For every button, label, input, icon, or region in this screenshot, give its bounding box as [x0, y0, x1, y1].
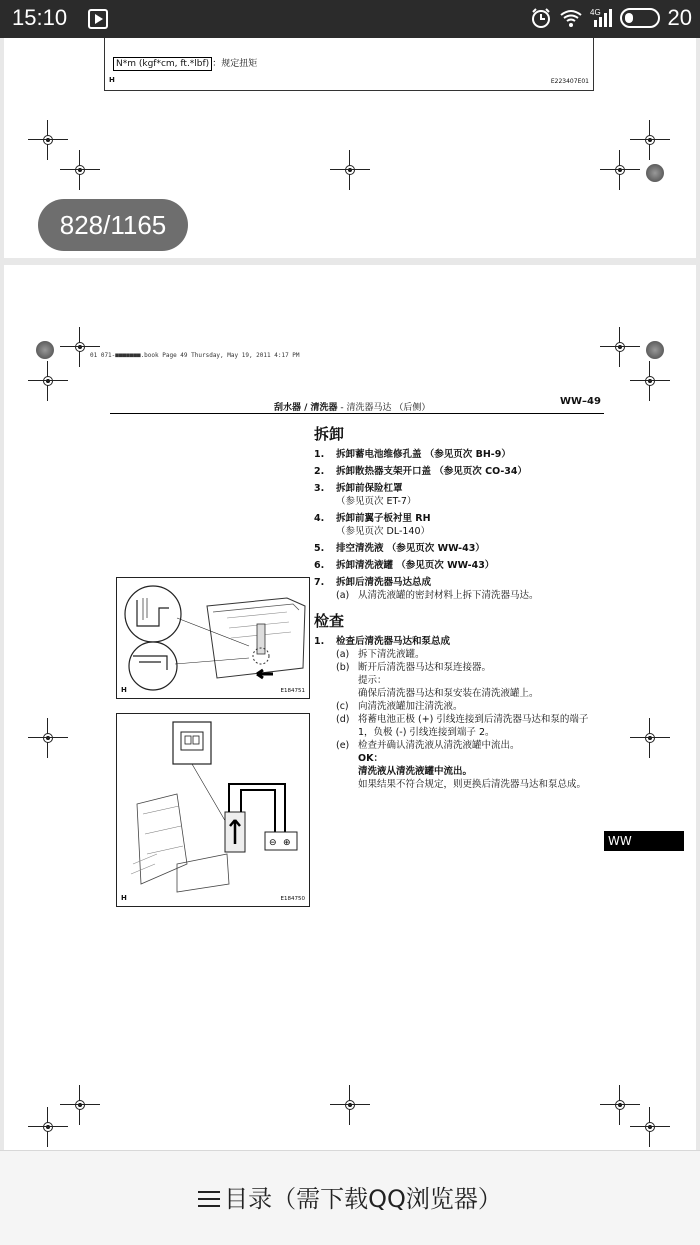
list-item: 2. 拆卸散热器支架开口盖 （参见页次 CO-34）	[314, 466, 528, 477]
header-rule	[110, 413, 604, 414]
registration-crosshair	[28, 718, 68, 758]
header-bold: 刮水器 / 清洗器	[274, 403, 338, 413]
hint-text: 确保后清洗器马达和泵安装在清洗液罐上。	[358, 688, 539, 699]
motor-removal-drawing	[117, 578, 309, 698]
figure-letter: H	[121, 686, 127, 694]
play-icon	[88, 9, 108, 29]
svg-text:⊖: ⊖	[269, 838, 277, 848]
list-item: 1. 拆卸蓄电池维修孔盖 （参见页次 BH-9）	[314, 449, 511, 460]
registration-crosshair	[630, 361, 670, 401]
motor-test-drawing	[117, 714, 309, 906]
list-item: 5. 排空清洗液 （参见页次 WW-43）	[314, 543, 485, 554]
list-item: 6. 拆卸清洗液罐 （参见页次 WW-43）	[314, 560, 495, 571]
ok-text: 清洗液从清洗液罐中流出。	[358, 766, 473, 777]
fail-text: 如果结果不符合规定，则更换后清洗器马达和泵总成。	[358, 779, 587, 790]
color-registration-mark	[36, 341, 54, 359]
torque-text	[113, 56, 257, 69]
header-rest: - 清洗器马达 （后侧）	[337, 403, 431, 413]
figure-code: E184751	[280, 688, 305, 694]
status-bar	[0, 0, 700, 38]
document-page-previous[interactable]	[4, 38, 696, 258]
registration-crosshair	[600, 150, 640, 190]
page-header-code: WW–49	[560, 396, 601, 407]
registration-crosshair	[630, 1107, 670, 1147]
registration-crosshair	[28, 361, 68, 401]
bottom-bar	[0, 1150, 700, 1245]
sub-step: (a) 拆下清洗液罐。	[336, 649, 425, 660]
sub-step: (c) 向清洗液罐加注清洗液。	[336, 701, 463, 712]
status-time: 15:10	[12, 5, 68, 30]
illustration-motor-test	[116, 713, 310, 907]
list-item: 3. 拆卸前保险杠罩	[314, 483, 403, 494]
figure-code: E184750	[280, 896, 305, 902]
figure-letter: H	[109, 76, 115, 84]
sub-step: (b) 断开后清洗器马达和泵连接器。	[336, 662, 492, 673]
torque-unit: N*m (kgf*cm, ft.*lbf)	[113, 57, 212, 71]
battery-level: 20	[667, 5, 692, 30]
section-side-tab: WW	[604, 831, 684, 851]
registration-crosshair	[630, 718, 670, 758]
registration-crosshair	[330, 1085, 370, 1125]
toc-button[interactable]	[0, 1179, 700, 1214]
figure-letter: H	[121, 894, 127, 902]
network-label: 4G	[589, 8, 601, 17]
torque-desc: ：规定扭矩	[212, 59, 258, 69]
sub-step: (d) 将蓄电池正极 (+) 引线连接到后清洗器马达和泵的端子 1，负极 (-) 引线连接到端子 2。	[336, 714, 589, 738]
list-item: 4. 拆卸前翼子板衬里 RH	[314, 513, 431, 524]
registration-crosshair	[60, 150, 100, 190]
registration-crosshair	[330, 150, 370, 190]
torque-legend	[104, 38, 594, 91]
list-item: 1. 检查后清洗器马达和泵总成	[314, 636, 451, 647]
ok-label: OK：	[358, 753, 383, 764]
list-item: 7. 拆卸后清洗器马达总成	[314, 577, 432, 588]
signal-icon	[590, 7, 612, 29]
section-title-inspect: 检查	[314, 612, 345, 630]
sub-step: (a) 从清洗液罐的密封材料上拆下清洗器马达。	[336, 590, 539, 601]
sub-step: (e) 检查并确认清洗液从清洗液罐中流出。	[336, 740, 520, 751]
status-icons	[530, 5, 692, 31]
print-file-line: 01 071-■■■■■■■.book Page 49 Thursday, May 19, 2011 4:17 PM	[90, 352, 300, 359]
page-counter: 828/1165	[38, 199, 188, 251]
alarm-icon	[530, 7, 552, 29]
svg-text:⊕: ⊕	[283, 838, 291, 848]
hint-label: 提示：	[358, 675, 387, 686]
page-header-title	[274, 400, 430, 413]
procedure-content	[314, 425, 604, 791]
figure-code: E223407E01	[550, 78, 589, 85]
toc-label: 目录（需下载QQ浏览器）	[224, 1185, 502, 1213]
list-item-reference: （参见页次 DL-140）	[336, 526, 431, 537]
list-item-reference: （参见页次 ET-7）	[336, 496, 417, 507]
color-registration-mark	[646, 164, 664, 182]
section-title-remove: 拆卸	[314, 425, 345, 443]
illustration-remove-motor	[116, 577, 310, 699]
color-registration-mark	[646, 341, 664, 359]
document-page[interactable]	[4, 265, 696, 1150]
wifi-icon	[560, 7, 582, 29]
list-icon	[198, 1189, 220, 1209]
battery-icon	[620, 8, 660, 28]
registration-crosshair	[60, 1085, 100, 1125]
